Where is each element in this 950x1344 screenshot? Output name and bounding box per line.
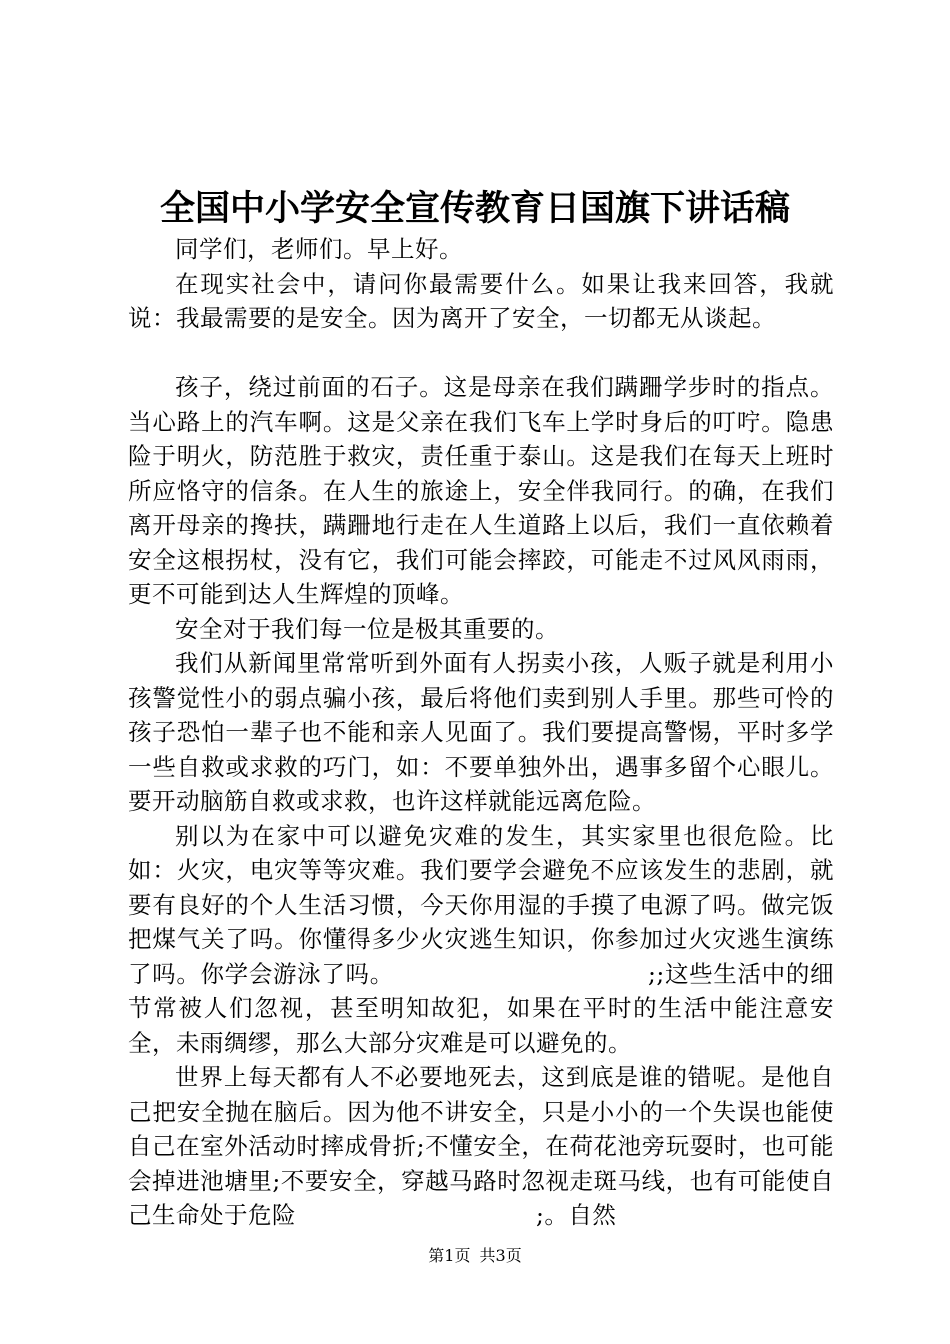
body-paragraph: 在现实社会中，请问你最需要什么。如果让我来回答，我就说：我最需要的是安全。因为离开了安全，一切都无从谈起。: [128, 269, 834, 332]
page-footer: [0, 1244, 950, 1268]
blank-line: [128, 336, 834, 371]
body-paragraph: 我们从新闻里常常听到外面有人拐卖小孩，人贩子就是利用小孩警觉性小的弱点骗小孩，最后将他们卖到别人手里。那些可怜的孩子恐怕一辈子也不能和亲人见面了。我们要提高警惕，平时多学一些自救或求救的巧门，如：不要单独外出，遇事多留个心眼儿。要开动脑筋自救或求救，也许这样就能远离危险。: [128, 649, 834, 815]
body-paragraph: 安全对于我们每一位是极其重要的。: [175, 614, 559, 643]
document-title: 全国中小学安全宣传教育日国旗下讲话稿: [159, 188, 790, 229]
page-total: 共3页: [479, 1246, 522, 1265]
body-paragraph: 世界上每天都有人不必要地死去，这到底是谁的错呢。是他自己把安全抛在脑后。因为他不讲安全，只是小小的一个失误也能使自己在室外活动时摔成骨折;不懂安全，在荷花池旁玩耍时，也可能会掉进池塘里;不要安全，穿越马路时忽视走斑马线，也有可能使自己生命处于危险 ;。自然: [128, 1063, 834, 1229]
body-paragraph: 别以为在家中可以避免灾难的发生，其实家里也很危险。比如：火灾，电灾等等灾难。我们要学会避免不应该发生的悲剧，就要有良好的个人生活习惯，今天你用湿的手摸了电源了吗。做完饭把煤气关了吗。你懂得多少火灾逃生知识，你参加过火灾逃生演练了吗。你学会游泳了吗。 ;;这些生活中的细节常被人们忽视，甚至明知故犯，如果在平时的生活中能注意安全，未雨绸缪，那么大部分灾难是可以避免的。: [128, 821, 834, 1057]
greeting-paragraph: 同学们，老师们。早上好。: [175, 235, 463, 263]
page-number: 第1页: [428, 1246, 471, 1265]
body-paragraph: 孩子，绕过前面的石子。这是母亲在我们蹒跚学步时的指点。当心路上的汽车啊。这是父亲在我们飞车上学时身后的叮咛。隐患险于明火，防范胜于救灾，责任重于泰山。这是我们在每天上班时所应恪守的信条。在人生的旅途上，安全伴我同行。的确，在我们离开母亲的搀扶，蹒跚地行走在人生道路上以后，我们一直依赖着安全这根拐杖，没有它，我们可能会摔跤，可能走不过风风雨雨，更不可能到达人生辉煌的顶峰。: [128, 373, 834, 608]
document-body: [128, 232, 834, 1233]
